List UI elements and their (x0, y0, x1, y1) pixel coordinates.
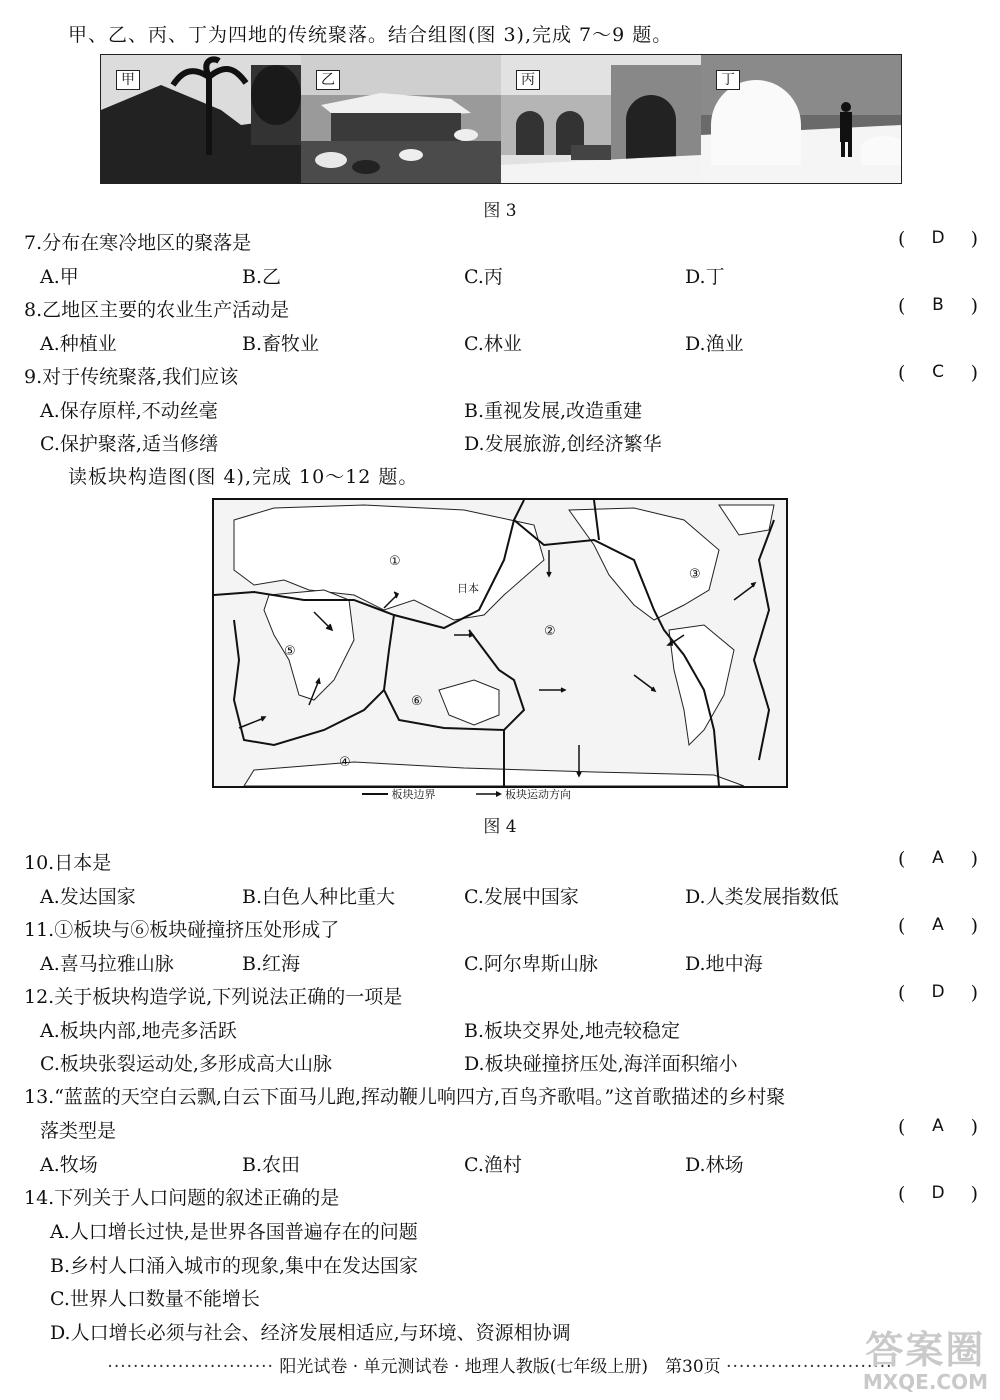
option-14d: D.人口增长必须与社会、经济发展相适应,与环境、资源相协调 (50, 1322, 571, 1344)
question-11-answer (898, 915, 978, 937)
paren-open: ( (898, 982, 906, 1004)
option-8a: A.种植业 (40, 333, 117, 355)
paren-open: ( (898, 848, 906, 870)
option-12d: D.板块碰撞挤压处,海洋面积缩小 (464, 1053, 738, 1075)
legend-boundary (362, 786, 436, 802)
option-7a: A.甲 (40, 266, 79, 288)
paren-close: ) (970, 1183, 978, 1205)
option-8d: D.渔业 (685, 333, 744, 355)
arrow-icon (476, 790, 502, 798)
option-11a: A.喜马拉雅山脉 (40, 953, 174, 975)
paren-close: ) (970, 982, 978, 1004)
map-legend (362, 786, 571, 802)
answer-letter: C (932, 362, 944, 382)
paren-close: ) (970, 228, 978, 250)
option-7b: B.乙 (242, 266, 282, 288)
map-label-japan: 日本 (457, 582, 479, 595)
question-9-stem: 9.对于传统聚落,我们应该 (24, 366, 239, 388)
intro-text-1: 甲、乙、丙、丁为四地的传统聚落。结合组图(图 3),完成 7～9 题。 (68, 24, 673, 46)
question-12-answer (898, 982, 978, 1004)
paren-open: ( (898, 228, 906, 250)
plate-map-svg (214, 500, 786, 786)
plate-label-5: ⑤ (284, 644, 296, 659)
plate-label-1: ① (389, 554, 401, 569)
paren-close: ) (970, 848, 978, 870)
question-7-stem: 7.分布在寒冷地区的聚落是 (24, 232, 252, 254)
paren-close: ) (970, 295, 978, 317)
option-9b: B.重视发展,改造重建 (464, 400, 643, 422)
watermark-main: 答案圈 (865, 1328, 986, 1372)
plate-label-4: ④ (339, 755, 351, 770)
question-13-answer (898, 1116, 978, 1138)
photo-label-yi: 乙 (316, 70, 340, 90)
question-10-answer (898, 848, 978, 870)
paren-close: ) (970, 362, 978, 384)
answer-letter: A (932, 848, 944, 868)
answer-letter: D (931, 228, 945, 248)
option-10b: B.白色人种比重大 (242, 886, 396, 908)
option-8b: B.畜牧业 (242, 333, 320, 355)
option-10a: A.发达国家 (40, 886, 136, 908)
question-13-stem-line1: 13.“蓝蓝的天空白云飘,白云下面马儿跑,挥动鞭儿响四方,百鸟齐歌唱。”这首歌描述的乡村聚 (24, 1086, 786, 1108)
watermark-logo (863, 1319, 988, 1394)
question-8-stem: 8.乙地区主要的农业生产活动是 (24, 299, 290, 321)
option-12c: C.板块张裂运动处,多形成高大山脉 (40, 1053, 332, 1075)
photo-bing (501, 55, 701, 183)
photo-label-jia: 甲 (116, 70, 140, 90)
question-14-stem: 14.下列关于人口问题的叙述正确的是 (24, 1187, 340, 1209)
question-7-answer (898, 228, 978, 250)
option-10d: D.人类发展指数低 (685, 886, 839, 908)
legend-direction-label: 板块运动方向 (505, 788, 571, 801)
photo-jia (101, 55, 301, 183)
photo-yi (301, 55, 501, 183)
option-9d: D.发展旅游,创经济繁华 (464, 433, 662, 455)
intro-text-2: 读板块构造图(图 4),完成 10～12 题。 (68, 466, 419, 488)
legend-direction (476, 786, 572, 802)
paren-open: ( (898, 295, 906, 317)
plate-label-6: ⑥ (411, 694, 423, 709)
figure-4-caption: 图 4 (483, 817, 517, 837)
option-13c: C.渔村 (464, 1154, 522, 1176)
option-8c: C.林业 (464, 333, 522, 355)
option-10c: C.发展中国家 (464, 886, 579, 908)
photo-ding (701, 55, 901, 183)
option-12a: A.板块内部,地壳多活跃 (40, 1020, 237, 1042)
option-9a: A.保存原样,不动丝毫 (40, 400, 218, 422)
answer-letter: A (932, 915, 944, 935)
option-14b: B.乡村人口涌入城市的现象,集中在发达国家 (50, 1255, 419, 1277)
plate-label-2: ② (544, 624, 556, 639)
option-12b: B.板块交界处,地壳较稳定 (464, 1020, 681, 1042)
paren-open: ( (898, 915, 906, 937)
question-13-stem-line2: 落类型是 (40, 1120, 117, 1142)
question-8-answer (898, 295, 978, 317)
boundary-line-icon (362, 790, 388, 798)
option-7d: D.丁 (685, 266, 725, 288)
watermark-url: MXQE.COM (862, 1370, 988, 1394)
question-9-answer (898, 362, 978, 384)
footer-dots-left: ·························· (107, 1357, 274, 1377)
figure-3-caption: 图 3 (483, 201, 517, 221)
photo-label-ding: 丁 (716, 70, 740, 90)
plate-label-3: ③ (689, 567, 701, 582)
paren-close: ) (970, 1116, 978, 1138)
option-7c: C.丙 (464, 266, 503, 288)
answer-letter: D (931, 1183, 945, 1203)
option-11b: B.红海 (242, 953, 301, 975)
legend-boundary-label: 板块边界 (391, 788, 436, 801)
question-12-stem: 12.关于板块构造学说,下列说法正确的一项是 (24, 986, 403, 1008)
paren-open: ( (898, 362, 906, 384)
page-footer (50, 1352, 950, 1377)
figure-3-photos (100, 54, 902, 184)
photo-label-bing: 丙 (516, 70, 540, 90)
answer-letter: A (932, 1116, 944, 1136)
question-11-stem: 11.①板块与⑥板块碰撞挤压处形成了 (24, 919, 340, 941)
option-14c: C.世界人口数量不能增长 (50, 1288, 260, 1310)
question-14-answer (898, 1183, 978, 1205)
footer-dots-right: ·························· (726, 1357, 893, 1377)
question-10-stem: 10.日本是 (24, 852, 112, 874)
option-11c: C.阿尔卑斯山脉 (464, 953, 598, 975)
option-9c: C.保护聚落,适当修缮 (40, 433, 218, 455)
plate-map (212, 498, 788, 788)
paren-open: ( (898, 1183, 906, 1205)
answer-letter: D (931, 982, 945, 1002)
option-11d: D.地中海 (685, 953, 763, 975)
paren-open: ( (898, 1116, 906, 1138)
answer-letter: B (932, 295, 944, 315)
option-13d: D.林场 (685, 1154, 744, 1176)
footer-text: 阳光试卷 · 单元测试卷 · 地理人教版(七年级上册) 第30页 (279, 1357, 721, 1377)
option-14a: A.人口增长过快,是世界各国普遍存在的问题 (50, 1221, 418, 1243)
paren-close: ) (970, 915, 978, 937)
option-13b: B.农田 (242, 1154, 301, 1176)
option-13a: A.牧场 (40, 1154, 98, 1176)
